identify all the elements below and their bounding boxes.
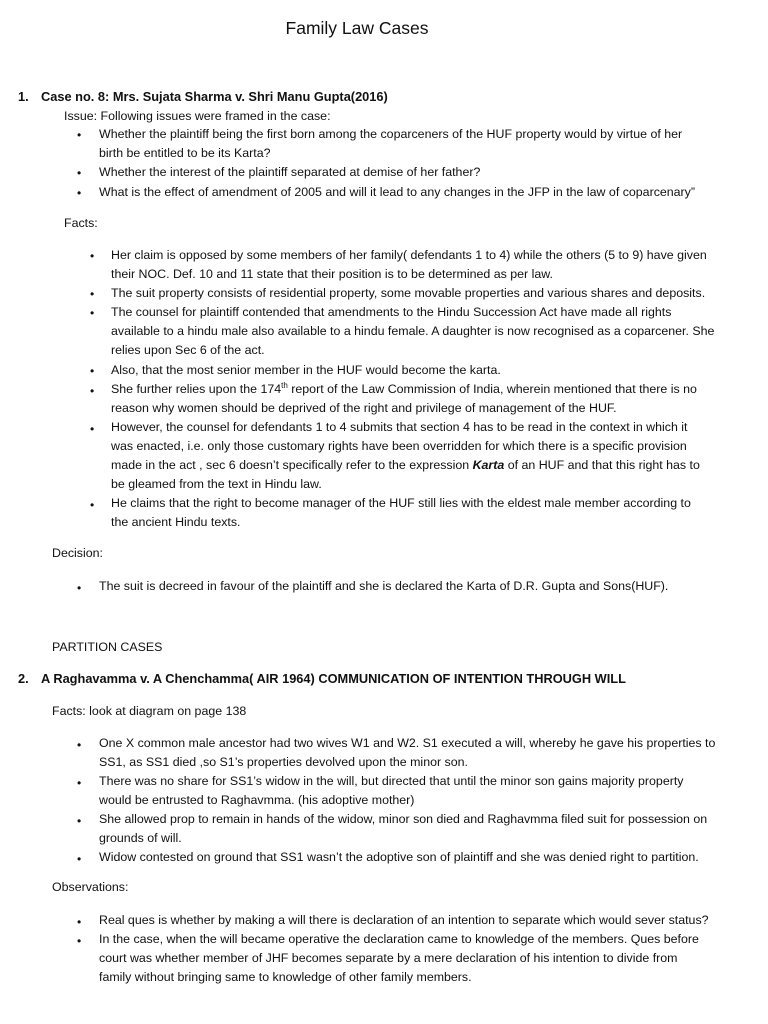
bullet-icon: •: [77, 581, 82, 595]
case1-heading: Case no. 8: Mrs. Sujata Sharma v. Shri Manu Gupta(2016): [41, 89, 388, 104]
bullet-icon: •: [77, 852, 82, 866]
case2-facts-label: Facts: look at diagram on page 138: [52, 704, 247, 718]
fact-2: The suit property consists of residential property, some movable properties and various shares and deposits.: [111, 286, 706, 300]
issue-3: What is the effect of amendment of 2005 and will it lead to any changes in the JFP in the law of coparcenary”: [99, 185, 696, 199]
fact-5-superscript: th: [281, 380, 288, 390]
observation-2-line-2: court was whether member of JHF becomes separate by a mere declaration of his intention to divide from: [99, 951, 678, 965]
bullet-icon: •: [77, 738, 82, 752]
bullet-icon: •: [77, 186, 82, 200]
case2-fact-1-line-1: One X common male ancestor had two wives W1 and W2. S1 executed a will, whereby he gave his properties to: [99, 736, 716, 750]
observation-1: Real ques is whether by making a will there is declaration of an intention to separate which would sever status?: [99, 913, 709, 927]
case2-number: 2.: [18, 671, 29, 686]
bullet-icon: •: [90, 364, 95, 378]
fact-5-part-a: She further relies upon the 174: [111, 382, 282, 396]
issue-2: Whether the interest of the plaintiff separated at demise of her father?: [99, 165, 481, 179]
fact-1-line-1: Her claim is opposed by some members of her family( defendants 1 to 4) while the others (5 to 9) have given: [111, 248, 707, 262]
bullet-icon: •: [77, 128, 82, 142]
fact-3-line-1: The counsel for plaintiff contended that amendments to the Hindu Succession Act have made all rights: [111, 305, 672, 319]
case2-fact-2-line-1: There was no share for SS1’s widow in the will, but directed that until the minor son gains majority property: [99, 774, 684, 788]
fact-6-line-4: be gleamed from the text in Hindu law.: [111, 477, 322, 491]
bullet-icon: •: [77, 915, 82, 929]
partition-cases-label: PARTITION CASES: [52, 640, 163, 654]
case1-facts-label: Facts:: [64, 216, 98, 230]
fact-7-line-2: the ancient Hindu texts.: [111, 515, 241, 529]
fact-5-line-1: [111, 380, 697, 399]
fact-7-line-1: He claims that the right to become manager of the HUF still lies with the eldest male member according to: [111, 496, 691, 510]
bullet-icon: •: [90, 287, 95, 301]
bullet-icon: •: [90, 422, 95, 436]
fact-6-line-2: was enacted, i.e. only those customary rights have been overridden for which there is a specific provision: [111, 439, 687, 453]
bullet-icon: •: [77, 776, 82, 790]
bullet-icon: •: [77, 166, 82, 180]
observation-2-line-3: family without bringing same to knowledge of other family members.: [99, 970, 472, 984]
issue-1-line-1: Whether the plaintiff being the first born among the coparceners of the HUF property would by virtue of her: [99, 127, 683, 141]
fact-1-line-2: their NOC. Def. 10 and 11 state that their position is to be determined as per law.: [111, 267, 553, 281]
case2-heading: A Raghavamma v. A Chenchamma( AIR 1964) COMMUNICATION OF INTENTION THROUGH WILL: [41, 671, 626, 686]
bullet-icon: •: [90, 384, 95, 398]
case2-fact-3-line-2: grounds of will.: [99, 831, 182, 845]
page-title: Family Law Cases: [285, 18, 429, 38]
fact-4: Also, that the most senior member in the HUF would become the karta.: [111, 363, 501, 377]
case1-decision: The suit is decreed in favour of the plaintiff and she is declared the Karta of D.R. Gupta and Sons(HUF).: [99, 579, 669, 593]
bullet-icon: •: [90, 306, 95, 320]
fact-6-line-1: However, the counsel for defendants 1 to 4 submits that section 4 has to be read in the context in which it: [111, 420, 688, 434]
bullet-icon: •: [90, 249, 95, 263]
bullet-icon: •: [90, 498, 95, 512]
fact-3-line-2: available to a hindu male also available to a hindu female. A daughter is now recognised as a coparcener. She: [111, 324, 715, 338]
case2-observations-label: Observations:: [52, 880, 129, 894]
fact-6-part-a: made in the act , sec 6 doesn’t specifically refer to the expression: [111, 458, 473, 472]
case1-issue-intro: Issue: Following issues were framed in the case:: [64, 109, 331, 123]
fact-6-part-b: of an HUF and that this right has to: [504, 458, 700, 472]
bullet-icon: •: [77, 934, 82, 948]
fact-6-line-3: [111, 456, 700, 475]
case2-fact-2-line-2: would be entrusted to Raghavmma. (his adoptive mother): [99, 793, 415, 807]
fact-6-karta: Karta: [472, 458, 505, 472]
case2-fact-1-line-2: SS1, as SS1 died ,so S1’s properties devolved upon the minor son.: [99, 755, 468, 769]
issue-1-line-2: birth be entitled to be its Karta?: [99, 146, 271, 160]
case2-fact-4: Widow contested on ground that SS1 wasn’t the adoptive son of plaintiff and she was denied right to partition.: [99, 850, 699, 864]
case2-fact-3-line-1: She allowed prop to remain in hands of the widow, minor son died and Raghavmma filed suit for possession on: [99, 812, 708, 826]
fact-3-line-3: relies upon Sec 6 of the act.: [111, 343, 265, 357]
case1-number: 1.: [18, 89, 29, 104]
case1-decision-label: Decision:: [52, 546, 103, 560]
observation-2-line-1: In the case, when the will became operative the declaration came to knowledge of the members. Ques before: [99, 932, 699, 946]
bullet-icon: •: [77, 814, 82, 828]
fact-5-line-2: reason why women should be deprived of the right and privilege of management of the HUF.: [111, 401, 617, 415]
fact-5-part-b: report of the Law Commission of India, wherein mentioned that there is no: [287, 382, 697, 396]
